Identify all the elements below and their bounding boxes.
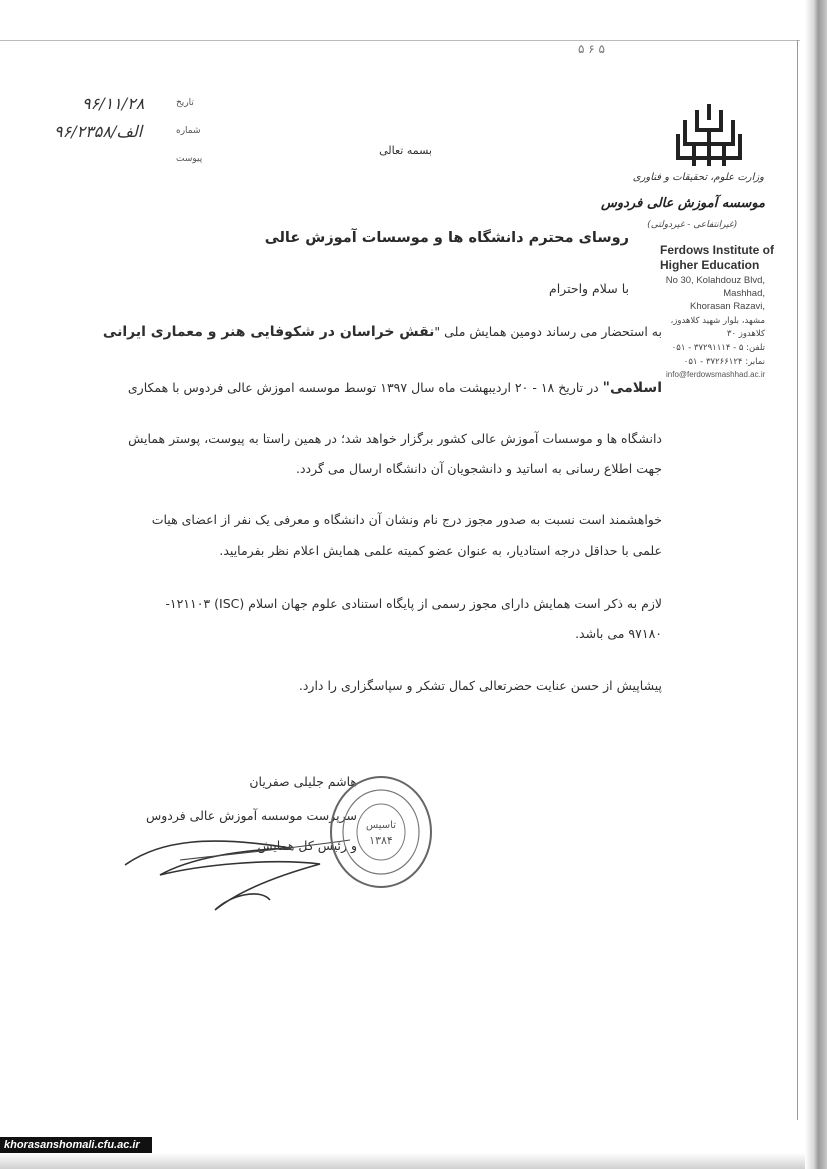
page-border-top: [0, 40, 800, 41]
page-border-right: [797, 40, 798, 1120]
paragraph-2-line-1: خواهشمند است نسبت به صدور مجوز درج نام ونشان آن دانشگاه و معرفی یک نفر از اعضای هیات: [151, 512, 662, 527]
institute-name-en: Ferdows Institute of Higher Education: [660, 243, 774, 272]
scan-edge: [805, 0, 827, 1169]
greeting: با سلام واحترام: [548, 281, 629, 296]
handwritten-signature: [120, 820, 360, 920]
punch-mark: ۵ ۶ ۵: [578, 42, 605, 56]
site-watermark: khorasanshomali.cfu.ac.ir: [0, 1137, 152, 1153]
paragraph-4: پیشاپیش از حسن عنایت حضرتعالی کمال تشکر و سپاسگزاری را دارد.: [298, 678, 662, 693]
stamp-year: ۱۳۸۴: [369, 834, 393, 847]
date-value: ۹۶/۱۱/۲۸: [82, 94, 145, 113]
signatory-title: سرپرست موسسه آموزش عالی فردوس: [145, 808, 357, 823]
phone: تلفن: ۵ - ۳۷۲۹۱۱۱۴ - ۰۵۱: [671, 343, 765, 353]
paragraph-1-line-1: به استحضار می رساند دومین همایش ملی "نقش خراسان در شکوفایی هنر و معماری ایرانی: [102, 324, 662, 340]
number-value: ۹۶/الف/۲۳۵۸: [54, 122, 143, 141]
fax: نمابر: ۳۷۲۶۶۱۲۴ - ۰۵۱: [683, 357, 765, 367]
paragraph-1-line-3: دانشگاه ها و موسسات آموزش عالی کشور برگزار خواهد شد؛ در همین راستا به پیوست، پوستر همایش: [128, 431, 662, 446]
email: info@ferdowsmashhad.ac.ir: [666, 370, 766, 379]
signatory-role: و رئیس کل همایش: [257, 838, 357, 853]
address-fa-2: کلاهدوز ۳۰: [726, 329, 765, 339]
date-label: تاریخ: [176, 98, 194, 108]
address-en-1: No 30, Kolahdouz Blvd,: [665, 275, 765, 286]
basmala: بسمه تعالی: [379, 144, 432, 157]
institute-name-fa: موسسه آموزش عالی فردوس: [601, 196, 765, 211]
scan-edge-bottom: [0, 1153, 805, 1169]
paragraph-1-line-4: جهت اطلاع رسانی به اساتید و دانشجویان آن دانشگاه ارسال می گردد.: [296, 461, 662, 476]
institute-logo-icon: [674, 100, 744, 170]
paragraph-3-line-2: ۹۷۱۸۰ می باشد.: [575, 626, 662, 641]
address-en-2: Mashhad,: [723, 288, 765, 299]
paragraph-1-line-2: اسلامی" در تاریخ ۱۸ - ۲۰ اردیبهشت ماه سال ۱۳۹۷ توسط موسسه اموزش عالی فردوس با همکاری: [127, 380, 662, 396]
institute-note: (غیرانتفاعی - غیردولتی): [647, 220, 737, 230]
address-en-3: Khorasan Razavi,: [690, 301, 765, 312]
addressee: روسای محترم دانشگاه ها و موسسات آموزش عالی: [264, 230, 629, 246]
number-label: شماره: [176, 126, 201, 136]
paragraph-2-line-2: علمی با حداقل درجه استادیار، به عنوان عضو کمیته علمی همایش اعلام نظر بفرمایید.: [219, 543, 662, 558]
address-fa-1: مشهد، بلوار شهید کلاهدوز،: [670, 316, 765, 326]
stamp-word: تاسیس: [366, 820, 396, 831]
paragraph-3-line-1: لازم به ذکر است همایش دارای مجوز رسمی از پایگاه استنادی علوم جهان اسلام (ISC) ۱۲۱۱۰۳-: [165, 596, 662, 611]
signatory-name: هاشم جلیلی صفریان: [249, 774, 357, 789]
attachment-label: پیوست: [176, 154, 203, 164]
institute-stamp: [326, 772, 436, 892]
ministry-name: وزارت علوم، تحقیقات و فناوری: [632, 172, 764, 183]
